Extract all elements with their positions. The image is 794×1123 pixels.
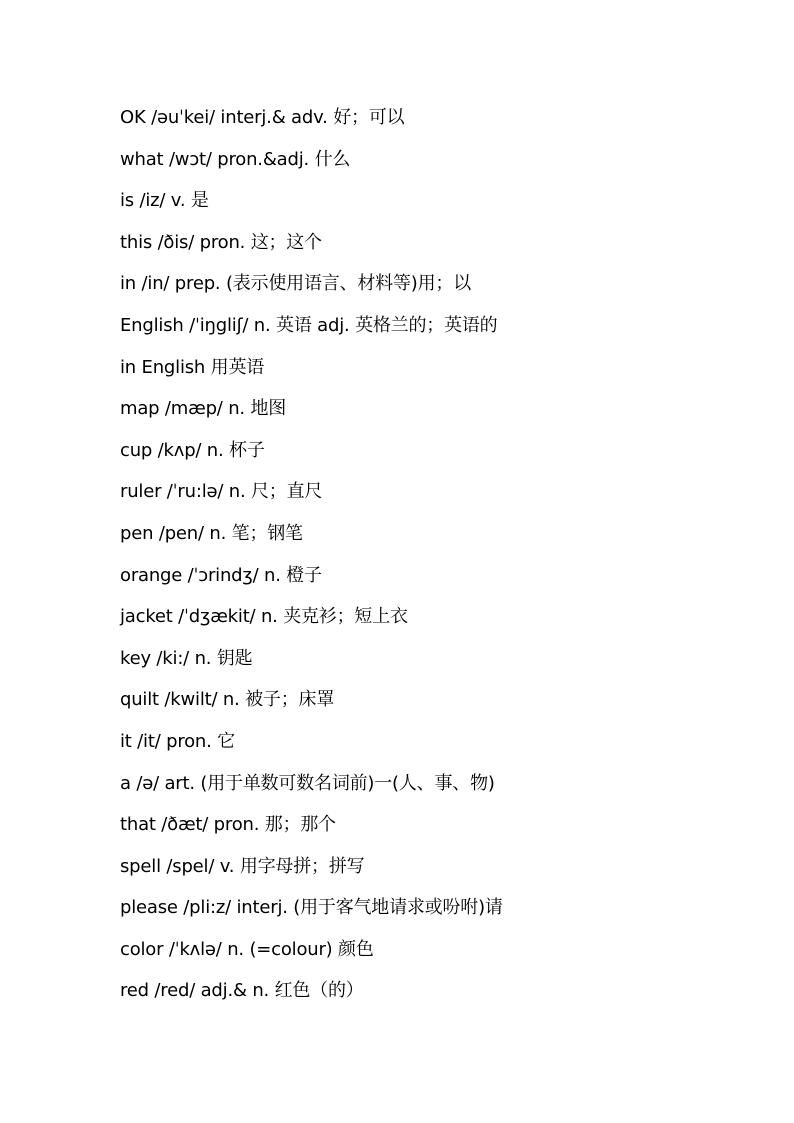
vocab-entry: spell /spel/ v. 用字母拼；拼写 [120,855,365,877]
vocab-entry: quilt /kwilt/ n. 被子；床罩 [120,689,335,711]
vocab-entry: map /mæp/ n. 地图 [120,398,287,420]
vocab-entry: this /ðis/ pron. 这；这个 [120,231,322,253]
vocab-entry: in English 用英语 [120,356,265,378]
vocabulary-list [120,103,720,1018]
vocab-entry: is /iz/ v. 是 [120,190,209,212]
vocab-entry: pen /pen/ n. 笔；钢笔 [120,522,303,544]
vocab-entry: it /it/ pron. 它 [120,730,235,752]
vocab-entry: color /ˈkʌlə/ n. (=colour) 颜色 [120,938,374,960]
vocab-entry: jacket /ˈdʒækit/ n. 夹克衫；短上衣 [120,606,408,628]
vocab-entry: what /wɔt/ pron.&adj. 什么 [120,148,351,170]
vocab-entry: English /ˈiŋgliʃ/ n. 英语 adj. 英格兰的；英语的 [120,314,498,336]
vocab-entry: that /ðæt/ pron. 那；那个 [120,814,336,836]
vocab-entry: OK /əuˈkei/ interj.& adv. 好；可以 [120,107,405,128]
vocab-entry: a /ə/ art. (用于单数可数名词前)一(人、事、物) [120,772,495,794]
vocab-entry: in /in/ prep. (表示使用语言、材料等)用；以 [120,273,472,295]
vocab-entry: please /pli:z/ interj. (用于客气地请求或吩咐)请 [120,897,503,919]
vocab-entry: orange /ˈɔrindʒ/ n. 橙子 [120,564,322,586]
vocab-entry: key /ki:/ n. 钥匙 [120,647,253,669]
vocab-entry: cup /kʌp/ n. 杯子 [120,439,265,461]
vocab-entry: red /red/ adj.& n. 红色（的） [120,980,364,1002]
vocab-entry: ruler /ˈru:lə/ n. 尺；直尺 [120,481,323,503]
